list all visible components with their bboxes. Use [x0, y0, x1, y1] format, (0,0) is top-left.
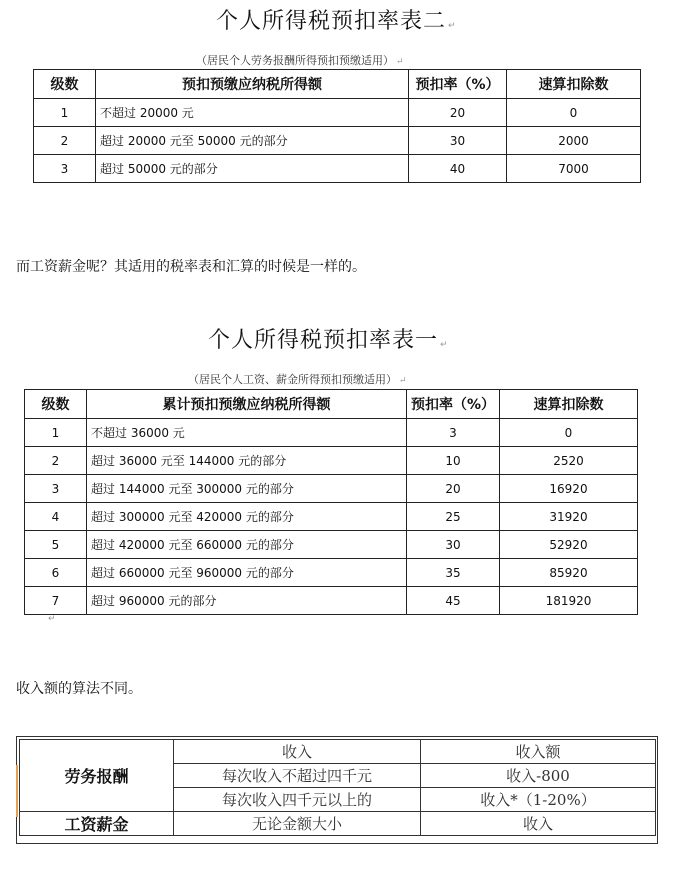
paragraph-income-note: 收入额的算法不同。	[16, 681, 142, 697]
table1-cell-range: 超过 300000 元至 420000 元的部分	[87, 503, 407, 531]
table2-title: 个人所得税预扣率表二 ↵	[216, 9, 457, 34]
table1-cell-level: 2	[25, 447, 87, 475]
table1-subtitle: （居民个人工资、薪金所得预扣预缴适用） ↵	[188, 373, 407, 386]
table1-cell-range: 超过 660000 元至 960000 元的部分	[87, 559, 407, 587]
table1-cell-level: 3	[25, 475, 87, 503]
table1-cell-level: 5	[25, 531, 87, 559]
table1-header-range: 累计预扣预缴应纳税所得额	[87, 390, 407, 419]
table2-cell-level: 2	[34, 127, 96, 155]
labor-cond-1: 每次收入不超过四千元	[174, 764, 421, 788]
salary-label: 工资薪金	[20, 812, 174, 836]
table-row	[25, 475, 638, 503]
paragraph-mark: ↵	[48, 614, 56, 624]
table1-cell-range: 超过 960000 元的部分	[87, 587, 407, 615]
table2-cell-rate: 30	[409, 127, 507, 155]
table1-header-rate: 预扣率（%）	[407, 390, 500, 419]
comparison-table	[19, 739, 656, 836]
paragraph-salary-note: 而工资薪金呢？其适用的税率表和汇算的时候是一样的。	[16, 259, 366, 275]
table-row	[25, 447, 638, 475]
table1-cell-level: 7	[25, 587, 87, 615]
table2-cell-deduction: 0	[507, 99, 641, 127]
table2-subtitle: （居民个人劳务报酬所得预扣预缴适用） ↵	[196, 54, 404, 67]
table1-cell-deduction: 31920	[500, 503, 638, 531]
table1-cell-level: 4	[25, 503, 87, 531]
table1-cell-level: 1	[25, 419, 87, 447]
table1-cell-rate: 35	[407, 559, 500, 587]
table1-cell-level: 6	[25, 559, 87, 587]
table2-header-row	[34, 70, 641, 99]
table2-header-rate: 预扣率（%）	[409, 70, 507, 99]
table1-header-deduction: 速算扣除数	[500, 390, 638, 419]
table2-cell-deduction: 2000	[507, 127, 641, 155]
table1-cell-rate: 30	[407, 531, 500, 559]
labor-label: 劳务报酬	[20, 740, 174, 812]
margin-marker	[16, 765, 18, 817]
table1	[24, 389, 638, 615]
table-row	[25, 503, 638, 531]
table1-cell-deduction: 181920	[500, 587, 638, 615]
table2-header-range: 预扣预缴应纳税所得额	[96, 70, 409, 99]
table2-cell-range: 超过 20000 元至 50000 元的部分	[96, 127, 409, 155]
table1-cell-range: 超过 36000 元至 144000 元的部分	[87, 447, 407, 475]
table-row	[25, 587, 638, 615]
table-row	[25, 531, 638, 559]
table1-header-row	[25, 390, 638, 419]
table-row	[20, 812, 656, 836]
table1-cell-deduction: 85920	[500, 559, 638, 587]
table-row	[34, 99, 641, 127]
table2-cell-range: 不超过 20000 元	[96, 99, 409, 127]
table1-cell-rate: 20	[407, 475, 500, 503]
table-row	[25, 559, 638, 587]
table1-header-level: 级数	[25, 390, 87, 419]
table1-cell-deduction: 52920	[500, 531, 638, 559]
salary-cond: 无论金额大小	[174, 812, 421, 836]
table2	[33, 69, 641, 183]
table1-cell-deduction: 16920	[500, 475, 638, 503]
table-row	[20, 740, 656, 764]
table1-cell-range: 不超过 36000 元	[87, 419, 407, 447]
salary-amount: 收入	[421, 812, 656, 836]
table2-header-deduction: 速算扣除数	[507, 70, 641, 99]
table2-cell-deduction: 7000	[507, 155, 641, 183]
labor-amount-2: 收入*（1-20%）	[421, 788, 656, 812]
labor-amount-1: 收入-800	[421, 764, 656, 788]
table-row	[25, 419, 638, 447]
table2-cell-level: 3	[34, 155, 96, 183]
table2-cell-rate: 20	[409, 99, 507, 127]
table2-cell-rate: 40	[409, 155, 507, 183]
table1-cell-range: 超过 420000 元至 660000 元的部分	[87, 531, 407, 559]
col-income-amount-header: 收入额	[421, 740, 656, 764]
labor-cond-2: 每次收入四千元以上的	[174, 788, 421, 812]
table2-cell-range: 超过 50000 元的部分	[96, 155, 409, 183]
table2-cell-level: 1	[34, 99, 96, 127]
table1-title: 个人所得税预扣率表一 ↵	[208, 328, 449, 353]
col-income-header: 收入	[174, 740, 421, 764]
table1-cell-rate: 3	[407, 419, 500, 447]
table-row	[34, 127, 641, 155]
table1-cell-deduction: 0	[500, 419, 638, 447]
table1-cell-deduction: 2520	[500, 447, 638, 475]
table2-header-level: 级数	[34, 70, 96, 99]
table1-cell-range: 超过 144000 元至 300000 元的部分	[87, 475, 407, 503]
table1-cell-rate: 10	[407, 447, 500, 475]
table1-cell-rate: 25	[407, 503, 500, 531]
table1-cell-rate: 45	[407, 587, 500, 615]
table-row	[34, 155, 641, 183]
